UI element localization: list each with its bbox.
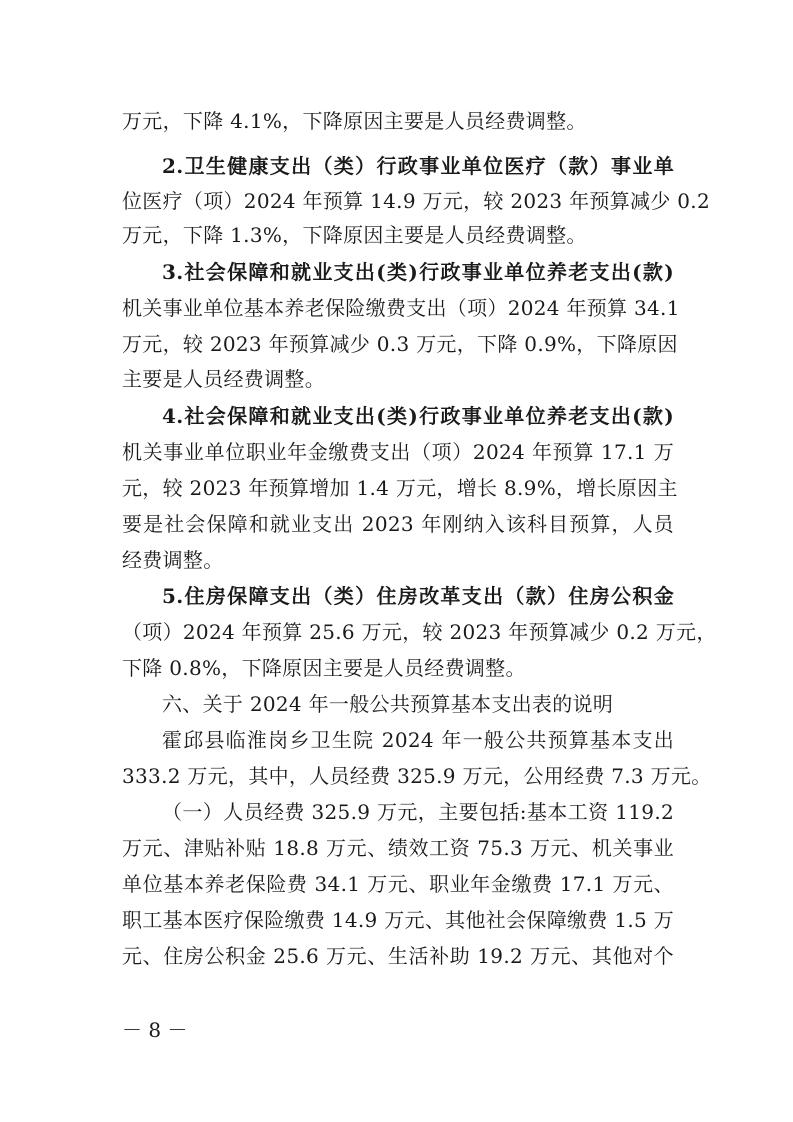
text-line: 万元，下降 1.3%，下降原因主要是人员经费调整。 <box>122 223 587 247</box>
text-line: 元、住房公积金 25.6 万元、生活补助 19.2 万元、其他对个 <box>122 944 674 968</box>
text-line: 5.住房保障支出（类）住房改革支出（款）住房公积金 <box>162 584 674 608</box>
text-line: 4.社会保障和就业支出(类)行政事业单位养老支出(款) <box>162 404 674 428</box>
text-line: （项）2024 年预算 25.6 万元，较 2023 年预算减少 0.2 万元， <box>122 620 717 644</box>
text-line: 2.卫生健康支出（类）行政事业单位医疗（款）事业单 <box>162 154 674 178</box>
text-line: （一）人员经费 325.9 万元，主要包括:基本工资 119.2 <box>162 800 674 824</box>
text-line: 下降 0.8%，下降原因主要是人员经费调整。 <box>122 656 526 680</box>
page-number: － 8 － <box>122 1018 188 1042</box>
text-line: 万元，较 2023 年预算减少 0.3 万元，下降 0.9%，下降原因 <box>122 332 678 356</box>
text-line: 职工基本医疗保险缴费 14.9 万元、其他社会保障缴费 1.5 万 <box>122 908 674 932</box>
section-heading: 六、关于 2024 年一般公共预算基本支出表的说明 <box>162 692 614 716</box>
text-line: 3.社会保障和就业支出(类)行政事业单位养老支出(款) <box>162 260 674 284</box>
text-line: 机关事业单位基本养老保险缴费支出（项）2024 年预算 34.1 <box>122 296 680 320</box>
text-line: 元，较 2023 年预算增加 1.4 万元，增长 8.9%，增长原因主 <box>122 476 678 500</box>
text-line: 经费调整。 <box>122 548 224 572</box>
text-line: 霍邱县临淮岗乡卫生院 2024 年一般公共预算基本支出 <box>162 728 674 752</box>
text-line: 万元、津贴补贴 18.8 万元、绩效工资 75.3 万元、机关事业 <box>122 836 674 860</box>
text-line: 主要是人员经费调整。 <box>122 367 325 391</box>
text-line: 位医疗（项）2024 年预算 14.9 万元，较 2023 年预算减少 0.2 <box>122 189 710 213</box>
text-line: 要是社会保障和就业支出 2023 年刚纳入该科目预算，人员 <box>122 512 674 536</box>
text-line: 万元，下降 4.1%，下降原因主要是人员经费调整。 <box>122 109 587 133</box>
text-line: 单位基本养老保险费 34.1 万元、职业年金缴费 17.1 万元、 <box>122 872 674 896</box>
text-line: 机关事业单位职业年金缴费支出（项）2024 年预算 17.1 万 <box>122 440 674 464</box>
text-line: 333.2 万元，其中，人员经费 325.9 万元，公用经费 7.3 万元。 <box>122 764 712 788</box>
